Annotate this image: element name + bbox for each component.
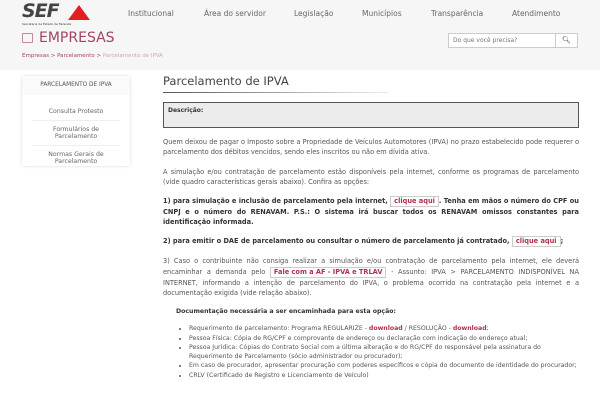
simulation-link[interactable]: clique aqui: [390, 196, 439, 207]
docs-list: [183, 324, 579, 380]
sidebar: [22, 76, 130, 166]
sidebar-item-normas-gerais[interactable]: Normas Gerais de Parcelamento: [48, 151, 104, 165]
breadcrumb: Empresas > Parcelamento > Parcelamento de IPVA: [22, 53, 163, 59]
sidebar-item-consulta-protesto[interactable]: Consulta Protesto: [32, 103, 120, 121]
section-title: EMPRESAS: [22, 30, 115, 46]
intro-text: Quem deixou de pagar o Imposto sobre a Propriedade de Veículos Automotores (IPVA) no prazo estabelecido pode requerer o parcelamento dos débitos vencidos, sendo eles inscritos ou não em dívida ativa.: [163, 138, 579, 157]
dae-link[interactable]: clique aqui: [512, 236, 561, 247]
option-1: 1) para simulação e inclusão de parcelamento pela internet, clique aqui . Tenha em mãos o número do CPF ou CNPJ e o número do RENAVAM. P.S.: O sistema irá buscar todos os RENAVAM omissos constantes para identificação informada.: [163, 197, 579, 227]
doc-item: • CRLV (Certificado de Registro e Licenciamento de Veículo): [189, 371, 579, 380]
contact-af-link[interactable]: Fale com a AF - IPVA e TRLAV: [270, 267, 387, 278]
sidebar-item-formularios[interactable]: Formulários de Parcelamento: [32, 121, 120, 146]
search-icon: 🔍︎: [562, 36, 571, 44]
search-input[interactable]: [449, 34, 555, 47]
docs-title: Documentação necessária a ser encaminhada para esta opção:: [176, 308, 396, 316]
page-title: Parcelamento de IPVA: [163, 76, 388, 93]
search-box: [448, 33, 578, 48]
search-button[interactable]: [555, 34, 577, 47]
sidebar-title: PARCELAMENTO DE IPVA: [22, 76, 130, 95]
sef-logo[interactable]: SEF Secretaria de Estado de Fazenda: [22, 3, 88, 25]
doc-item: • Pessoa Jurídica: Cópias do Contrato Social com a última alteração e do RG/CPF do responsável pela assinatura do Requerimento de Parcelamento (sócio administrador ou procurador);: [189, 343, 579, 362]
doc-item: • Requerimento de parcelamento: Programa REGULARIZE - download / RESOLUÇÃO - download;: [189, 324, 579, 333]
nav-municipios[interactable]: Municípios: [362, 9, 402, 18]
nav-atendimento[interactable]: Atendimento: [512, 9, 561, 18]
breadcrumb-empresas[interactable]: Empresas: [22, 53, 49, 59]
resolucao-download-link[interactable]: download: [452, 325, 487, 333]
breadcrumb-parcelamento[interactable]: Parcelamento: [57, 53, 95, 59]
description-box: Descrição:: [163, 102, 579, 128]
breadcrumb-current: Parcelamento de IPVA: [102, 53, 163, 59]
nav-area-servidor[interactable]: Área do servidor: [204, 9, 266, 18]
doc-item: • Em caso de procurador, apresentar procuração com poderes específicos e cópia do documento de identidade do procurador;: [189, 361, 579, 370]
options-intro: A simulação e/ou contratação de parcelamento estão disponíveis pela internet, conforme os programas de parcelamento (vide quadro características gerais abaixo). Confira as opções:: [163, 167, 579, 186]
main-content: [163, 76, 579, 380]
building-icon: [22, 33, 33, 43]
header: [0, 0, 600, 70]
option-3: 3) Caso o contribuinte não consiga realizar a simulação e/ou contratação de parcelamento pela internet, ele deverá encaminhar a demanda pelo Fale com a AF - IPVA e TRLAV - Assunto: IPVA > PARCELAMENTO INDISPONÍVEL NA INTERNET, informando a intenção de parcelamento do IPVA, o problema ocorrido na contratação pela internet e a documentação exigida (vide relação abaixo).: [163, 257, 579, 297]
option-2: 2) para emitir o DAE de parcelamento ou consultar o número de parcelamento já contratado, clique aqui ;: [163, 237, 564, 246]
nav-legislacao[interactable]: Legislação: [294, 9, 334, 18]
nav-transparencia[interactable]: Transparência: [431, 9, 484, 18]
doc-item: • Pessoa Física: Cópia de RG/CPF e comprovante de endereço ou declaração com indicação do endereço atual;: [189, 334, 579, 343]
regularize-download-link[interactable]: download: [368, 325, 403, 333]
nav-institucional[interactable]: Institucional: [128, 9, 174, 18]
